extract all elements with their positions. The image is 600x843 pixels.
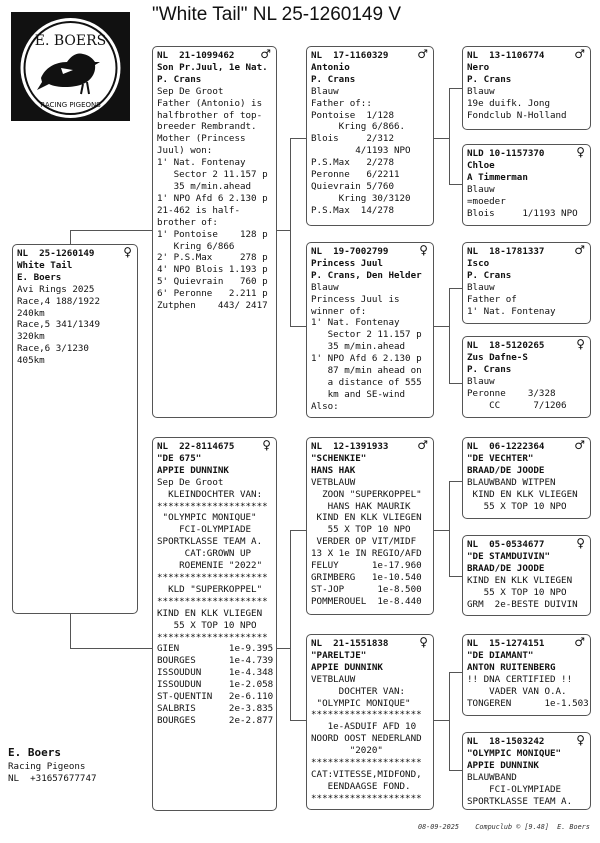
pedigree-card-dam-sire-dam [462, 535, 591, 616]
ring-number: NL 06-1222364 [467, 441, 545, 452]
pedigree-card-dam-dam-sire [462, 634, 591, 716]
ring-number: NL 22-8114675 [157, 441, 235, 452]
card-text-line: BLAUWBAND [467, 771, 517, 783]
card-heading-line: BRAAD/DE JOODE [467, 562, 545, 574]
card-text-line: ******************** [157, 500, 268, 512]
ring-number: NL 12-1391933 [311, 441, 389, 452]
card-text-line: BLAUWBAND WITPEN [467, 476, 556, 488]
owner-line: Racing Pigeons [8, 761, 86, 772]
card-text-line: Blauw [311, 281, 339, 293]
card-text-line: 5' Quievrain 760 p [157, 276, 268, 288]
ring-number: NL 15-1274151 [467, 638, 545, 649]
card-text-line: ROEMENIE "2022" [157, 560, 263, 572]
card-heading-line: Princess Juul [311, 257, 383, 269]
male-icon: ♂ [574, 438, 585, 452]
card-text-line: FELUY 1e-17.960 [311, 560, 422, 572]
card-text-line: SPORTKLASSE TEAM A. [467, 795, 573, 807]
card-text-line: 1' NPO Afd 6 2.130 p [311, 353, 422, 365]
card-text-line: CAT:GROWN UP [157, 548, 252, 560]
female-icon: ♀ [576, 536, 585, 550]
card-text-line: Father of [467, 293, 517, 305]
card-heading-line: White Tail [17, 259, 73, 271]
card-heading-line: E. Boers [17, 271, 62, 283]
card-text-line: EENDAAGSE FOND. [311, 780, 411, 792]
card-text-line: Fondclub N-Holland [467, 109, 567, 121]
ring-number: NL 13-1106774 [467, 50, 545, 61]
card-text-line: ******************** [157, 595, 268, 607]
card-text-line: Kring 6/866. [311, 121, 406, 133]
card-text-line: 13 X 1e IN REGIO/AFD [311, 548, 422, 560]
card-text-line: KIND EN KLK VLIEGEN [467, 488, 578, 500]
card-heading-line: "DE 675" [157, 452, 202, 464]
card-text-line: Blois 1/1193 NPO [467, 207, 578, 219]
connector [449, 770, 463, 771]
card-text-line: Pontoise 1/128 [311, 109, 394, 121]
card-text-line: 1e-ASDUIF AFD 10 [311, 721, 417, 733]
pedigree-card-dam-dam [306, 634, 434, 810]
owner-name: E. Boers [8, 746, 61, 759]
pedigree-card-sire-sire-dam [462, 144, 591, 226]
card-text-line: ZOON "SUPERKOPPEL" [311, 488, 422, 500]
card-text-line: 4' NPO Blois 1.193 p [157, 264, 268, 276]
male-icon: ♂ [417, 47, 428, 61]
card-heading-line: APPIE DUNNINK [157, 464, 229, 476]
card-text-line: 240km [17, 307, 45, 319]
card-text-line: GIEN 1e-9.395 [157, 643, 274, 655]
ring-number: NL 05-0534677 [467, 539, 545, 550]
card-text-line: ST-JOP 1e-8.500 [311, 583, 422, 595]
card-text-line: 4/1193 NPO [311, 145, 411, 157]
female-icon: ♀ [123, 245, 132, 259]
card-heading-line: Zus Dafne-S [467, 351, 528, 363]
card-text-line: winner of: [311, 305, 367, 317]
pedigree-card-sire-sire-sire [462, 46, 591, 130]
card-text-line: 1' Nat. Fontenay [311, 317, 400, 329]
connector [449, 672, 450, 770]
female-icon: ♀ [419, 243, 428, 257]
card-text-line: brother of: [157, 216, 218, 228]
card-text-line: Father of:: [311, 97, 372, 109]
card-text-line: ST-QUENTIN 2e-6.110 [157, 691, 274, 703]
pedigree-card-dam-sire-sire [462, 437, 591, 519]
connector [433, 530, 449, 531]
card-text-line: Princess Juul is [311, 293, 400, 305]
card-heading-line: Antonio [311, 61, 350, 73]
card-text-line: CC 7/1206 [467, 399, 567, 411]
card-text-line: "OLYMPIC MONIQUE" [311, 697, 411, 709]
card-text-line: km and SE-wind [311, 388, 406, 400]
logo-top-text: E. BOERS [34, 33, 107, 49]
card-heading-line: "DE VECHTER" [467, 452, 534, 464]
ring-number: NL 18-1503242 [467, 736, 545, 747]
card-text-line: ******************** [311, 709, 422, 721]
card-text-line: Blauw [467, 183, 495, 195]
card-text-line: 6' Peronne 2.211 p [157, 288, 268, 300]
card-text-line: a distance of 555 [311, 376, 422, 388]
card-text-line: 1' Nat. Fontenay [467, 305, 556, 317]
female-icon: ♀ [262, 438, 271, 452]
pedigree-card-sire-sire [306, 46, 434, 226]
card-text-line: BOURGES 1e-4.739 [157, 655, 274, 667]
card-text-line: ******************** [157, 571, 268, 583]
breeder-logo [11, 12, 130, 121]
pedigree-card-dam-dam-dam [462, 732, 591, 810]
card-heading-line: Isco [467, 257, 490, 269]
card-text-line: Race,4 188/1922 [17, 295, 100, 307]
card-heading-line: "DE STAMDUIVIN" [467, 550, 550, 562]
card-text-line: KLD "SUPERKOPPEL" [157, 583, 263, 595]
card-text-line: NOORD OOST NEDERLAND [311, 733, 422, 745]
connector [290, 530, 291, 720]
pedigree-card-subject [12, 244, 138, 614]
card-text-line: 55 X TOP 10 NPO [157, 619, 257, 631]
connector [433, 720, 449, 721]
card-heading-line: P. Crans [157, 73, 202, 85]
card-text-line: SALBRIS 2e-3.835 [157, 702, 274, 714]
card-text-line: ISSOUDUN 1e-2.058 [157, 679, 274, 691]
card-heading-line: P. Crans [467, 269, 512, 281]
ring-number: NL 19-7002799 [311, 246, 389, 257]
card-text-line: Mother (Princess [157, 133, 246, 145]
card-text-line: Kring 6/866 [157, 240, 235, 252]
card-heading-line: "OLYMPIC MONIQUE" [467, 747, 562, 759]
connector [449, 481, 450, 576]
card-text-line: Avi Rings 2025 [17, 283, 95, 295]
card-text-line: Juul) won: [157, 145, 213, 157]
card-text-line: Blauw [467, 85, 495, 97]
card-heading-line: P. Crans [311, 73, 356, 85]
page-title: "White Tail" NL 25-1260149 V [152, 4, 402, 25]
connector [290, 138, 307, 139]
connector [70, 613, 71, 648]
ring-number: NL 17-1160329 [311, 50, 389, 61]
ring-number: NLD 10-1157370 [467, 148, 545, 159]
male-icon: ♂ [417, 438, 428, 452]
connector [449, 288, 463, 289]
card-text-line: Zutphen 443/ 2417 [157, 300, 268, 312]
card-heading-line: Nero [467, 61, 490, 73]
connector [70, 648, 153, 649]
connector [449, 481, 463, 482]
ring-number: NL 21-1551838 [311, 638, 389, 649]
card-text-line: Sector 2 11.157 p [157, 169, 268, 181]
pedigree-card-sire-dam-sire [462, 242, 591, 324]
card-heading-line: P. Crans [467, 73, 512, 85]
card-text-line: 55 X TOP 10 NPO [467, 500, 567, 512]
card-text-line: KIND EN KLK VLIEGEN [311, 512, 422, 524]
female-icon: ♀ [419, 635, 428, 649]
card-text-line: FCI-OLYMPIADE [157, 524, 252, 536]
card-heading-line: APPIE DUNNINK [311, 661, 383, 673]
card-heading-line: P. Crans, Den Helder [311, 269, 422, 281]
connector [449, 383, 463, 384]
card-text-line: GRM 2e-BESTE DUIVIN [467, 598, 578, 610]
card-text-line: Sector 2 11.157 p [311, 329, 422, 341]
card-text-line: 1' NPO Afd 6 2.130 p [157, 192, 268, 204]
pedigree-card-sire [152, 46, 277, 418]
connector [290, 720, 307, 721]
card-text-line: VERDER OP VIT/MIDF [311, 536, 417, 548]
card-text-line: 320km [17, 331, 45, 343]
card-text-line: !! DNA CERTIFIED !! [467, 673, 573, 685]
card-text-line: VETBLAUW [311, 673, 356, 685]
female-icon: ♀ [576, 145, 585, 159]
card-text-line: P.S.Max 14/278 [311, 204, 394, 216]
male-icon: ♂ [574, 243, 585, 257]
card-text-line: 35 m/min.ahead [157, 180, 252, 192]
card-text-line: =moeder [467, 195, 506, 207]
card-text-line: HANS HAK MAURIK [311, 500, 411, 512]
card-heading-line: P. Crans [467, 363, 512, 375]
card-text-line: FCI-OLYMPIADE [467, 783, 562, 795]
card-heading-line: ANTON RUITENBERG [467, 661, 556, 673]
card-text-line: KIND EN KLK VLIEGEN [157, 607, 263, 619]
card-text-line: ISSOUDUN 1e-4.348 [157, 667, 274, 679]
connector [449, 88, 463, 89]
card-text-line: Peronne 6/2211 [311, 169, 400, 181]
card-text-line: ******************** [311, 792, 422, 804]
card-text-line: VADER VAN O.A. [467, 685, 567, 697]
card-text-line: 1' Nat. Fontenay [157, 157, 246, 169]
footer-text: 08-09-2025 Compuclub © [9.48] E. Boers [418, 823, 590, 831]
connector [449, 672, 463, 673]
card-heading-line: Son Pr.Juul, 1e Nat. [157, 61, 268, 73]
card-text-line: 19e duifk. Jong [467, 97, 550, 109]
male-icon: ♂ [574, 635, 585, 649]
card-text-line: Blauw [311, 85, 339, 97]
pedigree-card-sire-dam-dam [462, 336, 591, 418]
card-text-line: SPORTKLASSE TEAM A. [157, 536, 263, 548]
ring-number: NL 18-1781337 [467, 246, 545, 257]
card-text-line: ******************** [311, 757, 422, 769]
pedigree-card-dam-sire [306, 437, 434, 615]
owner-info [8, 745, 97, 785]
ring-number: NL 25-1260149 [17, 248, 95, 259]
pedigree-card-dam [152, 437, 277, 811]
card-text-line: breeder Rembrandt. [157, 121, 257, 133]
ring-number: NL 21-1099462 [157, 50, 235, 61]
connector [290, 138, 291, 326]
connector [290, 530, 307, 531]
card-text-line: "2020" [311, 745, 383, 757]
connector [276, 230, 290, 231]
card-text-line: POMMEROUEL 1e-8.440 [311, 595, 422, 607]
logo-bottom-text: RACING PIGEONS [40, 101, 101, 109]
card-text-line: Father (Antonio) is [157, 97, 263, 109]
card-heading-line: HANS HAK [311, 464, 356, 476]
card-text-line: Race,5 341/1349 [17, 319, 100, 331]
card-text-line: Sep De Groot [157, 476, 224, 488]
card-text-line: DOCHTER VAN: [311, 685, 406, 697]
connector [449, 576, 463, 577]
card-text-line: 35 m/min.ahead [311, 341, 406, 353]
card-text-line: Blauw [467, 281, 495, 293]
card-text-line: 1' Pontoise 128 p [157, 228, 268, 240]
card-heading-line: "SCHENKIE" [311, 452, 367, 464]
card-text-line: ******************** [157, 631, 268, 643]
card-heading-line: "PARELTJE" [311, 649, 367, 661]
card-text-line: Blois 2/312 [311, 133, 394, 145]
card-text-line: KIND EN KLK VLIEGEN [467, 574, 573, 586]
card-text-line: 21-462 is half- [157, 204, 240, 216]
pedigree-card-sire-dam [306, 242, 434, 418]
card-text-line: Quievrain 5/760 [311, 180, 394, 192]
connector [70, 230, 153, 231]
card-text-line: Also: [311, 400, 339, 412]
card-text-line: Race,6 3/1230 [17, 343, 89, 355]
card-heading-line: Chloe [467, 159, 495, 171]
card-text-line: BOURGES 2e-2.877 [157, 714, 274, 726]
ring-number: NL 18-5120265 [467, 340, 545, 351]
card-heading-line: BRAAD/DE JOODE [467, 464, 545, 476]
logo-emblem-icon [11, 12, 130, 121]
card-text-line: "OLYMPIC MONIQUE" [157, 512, 257, 524]
card-text-line: Peronne 3/328 [467, 387, 556, 399]
female-icon: ♀ [576, 733, 585, 747]
card-text-line: 405km [17, 355, 45, 367]
card-heading-line: APPIE DUNNINK [467, 759, 539, 771]
connector [433, 138, 449, 139]
card-text-line: KLEINDOCHTER VAN: [157, 488, 263, 500]
card-text-line: Sep De Groot [157, 85, 224, 97]
card-text-line: Kring 30/3120 [311, 192, 411, 204]
connector [449, 184, 463, 185]
connector [276, 648, 290, 649]
card-text-line: P.S.Max 2/278 [311, 157, 394, 169]
female-icon: ♀ [576, 337, 585, 351]
card-text-line: 2' P.S.Max 278 p [157, 252, 268, 264]
connector [70, 230, 71, 245]
male-icon: ♂ [260, 47, 271, 61]
card-text-line: 55 X TOP 10 NPO [467, 586, 567, 598]
card-text-line: halfbrother of top- [157, 109, 263, 121]
card-text-line: CAT:VITESSE,MIDFOND, [311, 768, 422, 780]
connector [433, 326, 449, 327]
card-text-line: TONGEREN 1e-1.503 [467, 697, 589, 709]
male-icon: ♂ [574, 47, 585, 61]
connector [449, 88, 450, 184]
owner-line: NL +31657677747 [8, 773, 97, 784]
card-text-line: 55 X TOP 10 NPO [311, 524, 411, 536]
card-heading-line: A Timmerman [467, 171, 528, 183]
card-text-line: 87 m/min ahead on [311, 365, 422, 377]
card-text-line: VETBLAUW [311, 476, 356, 488]
connector [449, 288, 450, 383]
card-text-line: GRIMBERG 1e-10.540 [311, 571, 422, 583]
card-text-line: Blauw [467, 375, 495, 387]
connector [290, 326, 307, 327]
card-heading-line: "DE DIAMANT" [467, 649, 534, 661]
